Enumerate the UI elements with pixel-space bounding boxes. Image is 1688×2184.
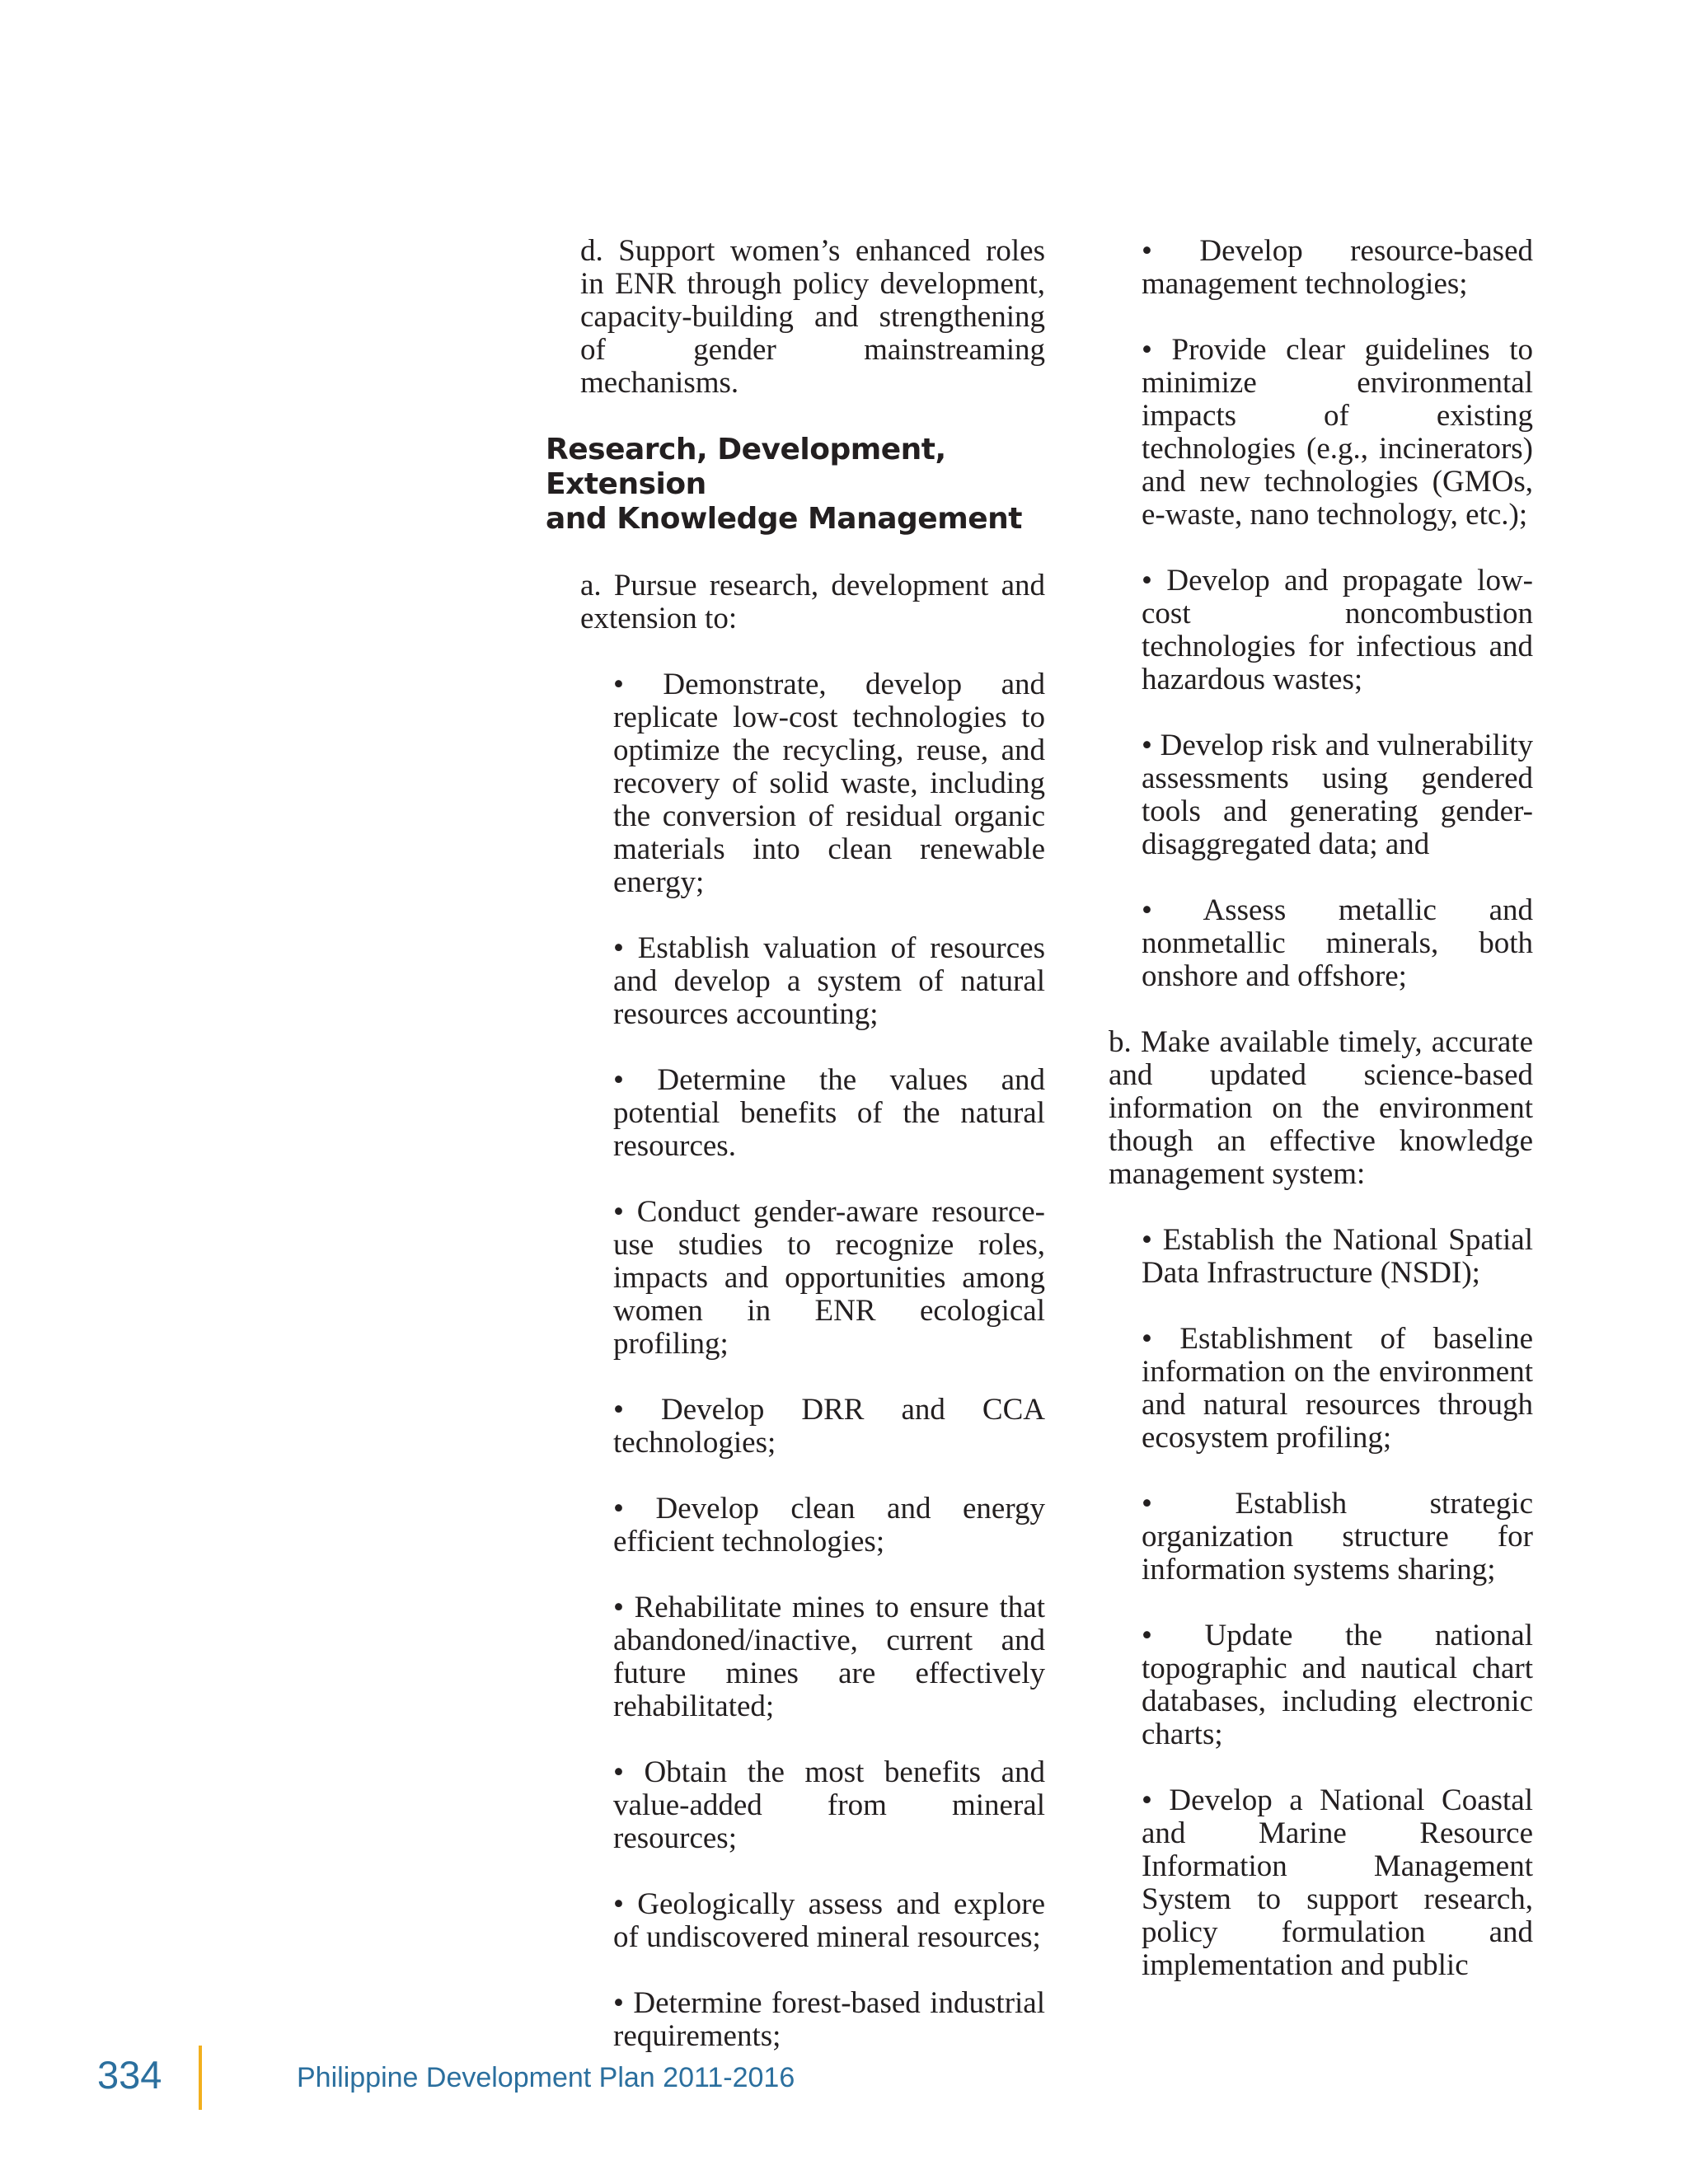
bullet-item: • Provide clear guidelines to minimize environmental impacts of existing technologies (e.g., incinerators) and new technologies (GMOs, e-waste, nano technology, etc.);	[1142, 333, 1533, 532]
footer-divider	[199, 2046, 202, 2110]
page-number: 334	[97, 2053, 162, 2097]
bullet-item: • Develop and propagate low-cost noncombustion technologies for infectious and hazardous wastes;	[1142, 564, 1533, 696]
bullet-item: • Develop DRR and CCA technologies;	[613, 1393, 1045, 1460]
bullet-item: • Update the national topographic and nautical chart databases, including electronic charts;	[1142, 1619, 1533, 1751]
bullet-item: • Develop resource-based management technologies;	[1142, 234, 1533, 301]
bullet-item: • Establish strategic organization structure for information systems sharing;	[1142, 1487, 1533, 1586]
bullet-item: • Develop a National Coastal and Marine Resource Information Management System to support research, policy formulation and implementation and public	[1142, 1783, 1533, 1982]
bullet-item: • Develop risk and vulnerability assessments using gendered tools and generating gender-disaggregated data; and	[1142, 729, 1533, 861]
bullet-item: • Establish the National Spatial Data Infrastructure (NSDI);	[1142, 1223, 1533, 1290]
section-heading	[546, 433, 1045, 537]
bullet-item: • Determine forest-based industrial requirements;	[613, 1986, 1045, 2053]
section-heading-line-2: and Knowledge Management	[546, 502, 1022, 536]
right-column	[1109, 235, 1533, 2015]
bullet-item: • Develop clean and energy efficient technologies;	[613, 1492, 1045, 1558]
item-d-paragraph: d. Support women’s enhanced roles in ENR through policy development, capacity-building and strengthening of gender mainstreaming mechanisms.	[580, 234, 1045, 400]
item-a-paragraph: a. Pursue research, development and extension to:	[580, 569, 1045, 635]
bullet-item: • Establish valuation of resources and develop a system of natural resources accounting;	[613, 931, 1045, 1031]
bullet-item: • Demonstrate, develop and replicate low-cost technologies to optimize the recycling, reuse, and recovery of solid waste, including the conversion of residual organic materials into clean renewable energy;	[613, 668, 1045, 899]
bullet-item: • Geologically assess and explore of undiscovered mineral resources;	[613, 1887, 1045, 1954]
bullet-item: • Assess metallic and nonmetallic minerals, both onshore and offshore;	[1142, 893, 1533, 993]
bullet-item: • Conduct gender-aware resource-use studies to recognize roles, impacts and opportunities among women in ENR ecological profiling;	[613, 1195, 1045, 1361]
publication-title: Philippine Development Plan 2011-2016	[297, 2062, 795, 2093]
bullet-item: • Determine the values and potential benefits of the natural resources.	[613, 1063, 1045, 1163]
bullet-item: • Establishment of baseline information on the environment and natural resources through ecosystem profiling;	[1142, 1322, 1533, 1455]
item-b-paragraph: b. Make available timely, accurate and updated science-based information on the environment though an effective knowledge management system:	[1109, 1025, 1533, 1191]
section-heading-line-1: Research, Development, Extension	[546, 433, 946, 501]
bullet-item: • Rehabilitate mines to ensure that abandoned/inactive, current and future mines are effectively rehabilitated;	[613, 1591, 1045, 1723]
left-column	[546, 235, 1045, 2086]
bullet-item: • Obtain the most benefits and value-added from mineral resources;	[613, 1755, 1045, 1855]
